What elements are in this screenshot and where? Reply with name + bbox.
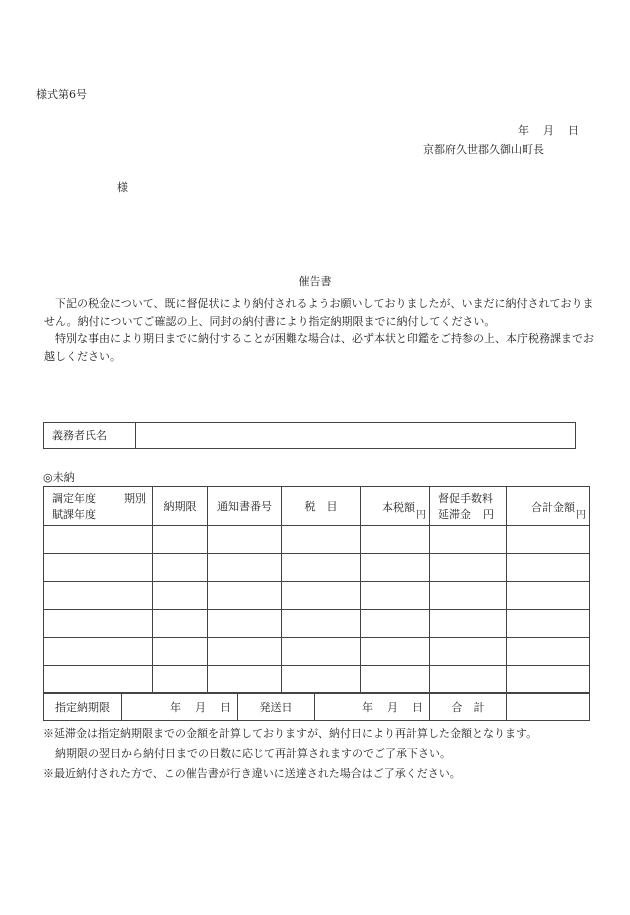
header-levy-year: 賦課年度: [52, 508, 96, 521]
table-cell[interactable]: [153, 666, 208, 694]
send-date-year: 年: [362, 700, 373, 714]
paragraph-1: 下記の税金について、既に督促状により納付されるようお願いしておりましたが、いまだに納付されておりません。納付についてご確認の上、同封の納付書により指定納期限までに納付してください。: [44, 297, 594, 328]
header-principal: [361, 487, 430, 526]
table-cell[interactable]: [153, 526, 208, 554]
table-cell[interactable]: [361, 638, 430, 666]
table-cell[interactable]: [208, 526, 282, 554]
total-label: 合 計: [430, 693, 507, 721]
form-number: 様式第6号: [36, 88, 87, 101]
header-period: 期別: [124, 492, 146, 505]
header-total-amount: [507, 487, 590, 526]
paragraph-2: 特別な事由により期日までに納付することが困難な場合は、必ず本状と印鑑をご持参の上、本庁税務課までお越しください。: [44, 332, 594, 363]
table-row: [44, 666, 590, 694]
unpaid-section-label: ◎未納: [43, 471, 75, 484]
table-cell[interactable]: [282, 666, 361, 694]
header-due-date: 納期限: [153, 487, 208, 526]
designated-due-year: 年: [170, 700, 181, 714]
obligor-name-label: 義務者氏名: [44, 423, 136, 448]
table-cell[interactable]: [208, 610, 282, 638]
table-cell[interactable]: [208, 554, 282, 582]
document-title: 催告書: [298, 275, 332, 288]
table-cell[interactable]: [44, 526, 153, 554]
table-cell[interactable]: [282, 554, 361, 582]
header-late-fee: 延滞金: [438, 508, 471, 521]
designated-due-month: 月: [195, 700, 206, 714]
table-cell[interactable]: [507, 554, 590, 582]
table-cell[interactable]: [361, 610, 430, 638]
designated-due-day: 日: [220, 700, 231, 714]
table-cell[interactable]: [430, 610, 507, 638]
table-cell[interactable]: [44, 638, 153, 666]
table-cell[interactable]: [282, 638, 361, 666]
table-cell[interactable]: [361, 582, 430, 610]
header-total-amount-label: 合計金額: [531, 501, 575, 514]
unpaid-table: [43, 486, 590, 694]
header-principal-label: 本税額: [382, 501, 415, 514]
table-cell[interactable]: [507, 666, 590, 694]
table-cell[interactable]: [153, 610, 208, 638]
table-cell[interactable]: [282, 610, 361, 638]
table-row: [44, 638, 590, 666]
table-cell[interactable]: [282, 526, 361, 554]
header-year: [44, 487, 153, 526]
issue-date: [518, 122, 579, 138]
header-fees: [430, 487, 507, 526]
table-cell[interactable]: [153, 638, 208, 666]
table-row: [44, 610, 590, 638]
date-year: 年: [518, 124, 529, 137]
header-principal-yen: 円: [416, 510, 426, 521]
table-cell[interactable]: [44, 582, 153, 610]
header-total-yen: 円: [576, 510, 586, 521]
table-cell[interactable]: [430, 526, 507, 554]
designated-due-date[interactable]: [122, 693, 238, 721]
date-day: 日: [568, 124, 579, 137]
send-date[interactable]: [315, 693, 430, 721]
table-cell[interactable]: [430, 554, 507, 582]
table-cell[interactable]: [208, 638, 282, 666]
table-cell[interactable]: [282, 582, 361, 610]
obligor-name-box: [43, 422, 576, 449]
total-value[interactable]: [507, 693, 590, 721]
obligor-name-value[interactable]: [136, 423, 575, 448]
table-cell[interactable]: [44, 554, 153, 582]
table-cell[interactable]: [208, 582, 282, 610]
table-cell[interactable]: [361, 554, 430, 582]
table-row: [44, 526, 590, 554]
table-cell[interactable]: [44, 666, 153, 694]
table-cell[interactable]: [361, 526, 430, 554]
table-cell[interactable]: [507, 638, 590, 666]
send-date-label: 発送日: [238, 693, 315, 721]
footer-row: [44, 693, 590, 721]
header-assessment-year: 調定年度: [52, 492, 96, 505]
designated-due-label: 指定納期限: [44, 693, 122, 721]
table-cell[interactable]: [430, 666, 507, 694]
unpaid-table-footer: [43, 692, 590, 721]
addressee-suffix: 様: [117, 181, 128, 194]
note-1: ※延滞金は指定納期限までの金額を計算しておりますが、納付日により再計算した金額となります。: [43, 727, 538, 740]
note-2: ※最近納付された方で、この催告書が行き違いに送達された場合はご了承ください。: [43, 767, 461, 780]
table-cell[interactable]: [153, 554, 208, 582]
send-date-day: 日: [412, 700, 423, 714]
table-row: [44, 582, 590, 610]
table-cell[interactable]: [208, 666, 282, 694]
table-cell[interactable]: [507, 582, 590, 610]
header-tax-item: 税 目: [282, 487, 361, 526]
table-cell[interactable]: [430, 582, 507, 610]
table-cell[interactable]: [361, 666, 430, 694]
date-month: 月: [543, 124, 554, 137]
header-fee-yen: 円: [483, 508, 494, 521]
table-cell[interactable]: [430, 638, 507, 666]
table-cell[interactable]: [153, 582, 208, 610]
table-cell[interactable]: [507, 526, 590, 554]
send-date-month: 月: [387, 700, 398, 714]
table-cell[interactable]: [507, 610, 590, 638]
note-1-continued: 納期限の翌日から納付日までの日数に応じて再計算されますのでご了承下さい。: [55, 747, 451, 760]
body-text: [44, 295, 594, 365]
table-row: [44, 554, 590, 582]
table-header-row: [44, 487, 590, 526]
table-cell[interactable]: [44, 610, 153, 638]
header-collection-fee: 督促手数料: [438, 492, 493, 505]
header-notice-number: 通知書番号: [208, 487, 282, 526]
issuer: 京都府久世郡久御山町長: [423, 143, 544, 156]
notes: [43, 724, 603, 784]
